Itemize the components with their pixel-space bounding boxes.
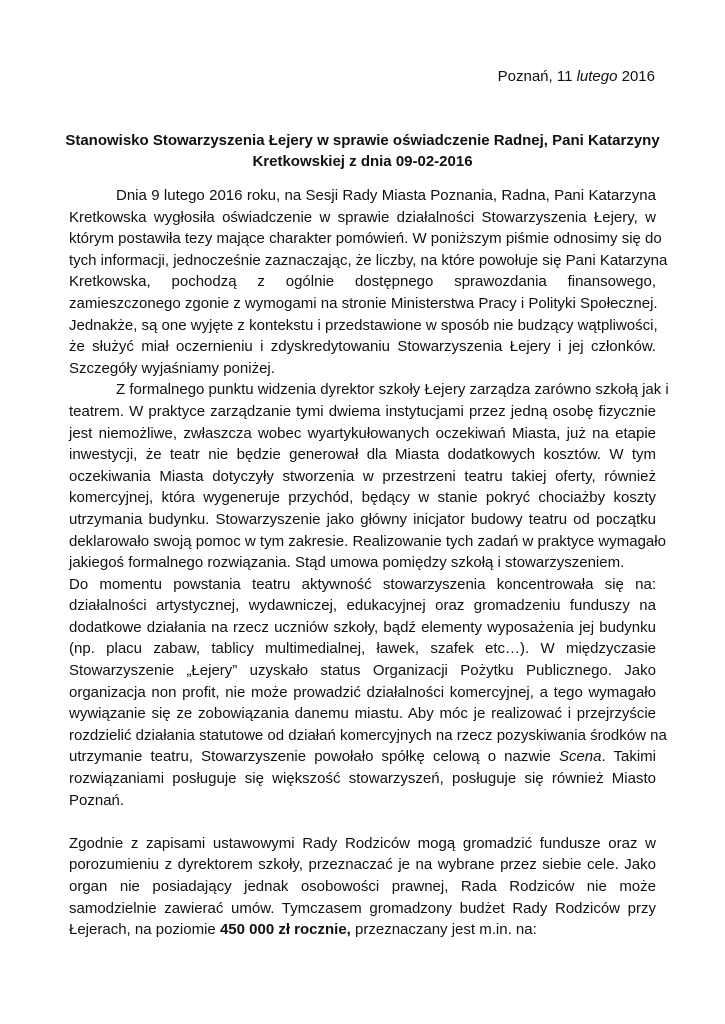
text-line: Z formalnego punktu widzenia dyrektor szkoły Łejery zarządza zarówno szkołą jak i: [116, 381, 669, 399]
text-line: [69, 746, 656, 768]
text-line: działalności artystycznej, wydawniczej, edukacyjnej oraz gromadzeniu funduszy na: [69, 597, 656, 615]
text-line: rozwiązaniami posługuje się większość stowarzyszeń, posługuje się również Miasto: [69, 770, 656, 788]
text-line: deklarowało swoją pomoc w tym zakresie. Realizowanie tych zadań w praktyce wymagało: [69, 532, 666, 550]
text-line: oczekiwania Miasta dotyczyły stworzenia w przestrzeni teatru takiej oferty, również: [69, 467, 656, 485]
text-line: inwestycji, że teatr nie będzie generował dla Miasta dodatkowych kosztów. W tym: [69, 446, 656, 464]
text-line: utrzymania budynku. Stowarzyszenie jako główny inicjator budowy teatru od początku: [69, 510, 656, 528]
text-segment: Łejerach, na poziomie: [69, 921, 220, 939]
text-line: rozdzielić działania statutowe od działań komercyjnych na rzecz pozyskiwania środków na: [69, 726, 667, 744]
date-month: lutego: [576, 68, 618, 85]
text-line: Kretkowska, pochodzą z ogólnie dostępnego sprawozdania finansowego,: [69, 273, 656, 291]
paragraph: [69, 833, 656, 941]
text-line: jest niemożliwe, zwłaszcza wobec wyartykułowanych oczekiwań Miasta, już na etapie: [69, 424, 656, 442]
text-line: zamieszczonego zgonie z wymogami na stronie Ministerstwa Pracy i Polityki Społecznej.: [69, 294, 658, 312]
text-line: Szczegóły wyjaśniamy poniżej.: [69, 359, 275, 377]
paragraph: [69, 185, 668, 379]
text-line: że służyć miał oczernieniu i zdyskredytowaniu Stowarzyszenia Łejery i jej członków.: [69, 338, 656, 356]
text-line: tych informacji, jednocześnie zaznaczając, że liczby, na które powołuje się Pani Katarzyna: [69, 251, 668, 269]
text-line: komercyjnej, która wygeneruje przychód, będący w stanie pokryć chociażby koszty: [69, 489, 656, 507]
text-line: (np. placu zabaw, tablicy multimedialnej, ławek, szafek etc…). W międzyczasie: [69, 640, 656, 658]
text-segment: przeznaczany jest m.in. na:: [350, 921, 537, 939]
text-segment: utrzymanie teatru, Stowarzyszenie powołało spółkę celową o nazwie: [69, 748, 559, 766]
text-line: dodatkowe działania na rzecz uczniów szkoły, bądź elementy wyposażenia jej budynku: [69, 618, 656, 636]
text-line: jakiegoś formalnego rozwiązania. Stąd umowa pomiędzy szkołą i stowarzyszeniem.: [69, 554, 625, 572]
text-line: samodzielnie zawierać umów. Tymczasem gromadzony budżet Rady Rodziców przy: [69, 899, 656, 917]
text-line: Stowarzyszenie „Łejery” uzyskało status Organizacji Pożytku Publicznego. Jako: [69, 662, 656, 680]
text-line: Do momentu powstania teatru aktywność stowarzyszenia koncentrowała się na:: [69, 575, 656, 593]
paragraph-gap: [69, 811, 656, 833]
date-prefix: Poznań, 11: [497, 68, 577, 85]
text-segment: . Takimi: [601, 748, 656, 766]
text-line: Poznań.: [69, 791, 125, 809]
text-line: Zgodnie z zapisami ustawowymi Rady Rodziców mogą gromadzić fundusze oraz w: [69, 834, 656, 852]
paragraph: [69, 379, 669, 573]
title-line-1: Stanowisko Stowarzyszenia Łejery w sprawie oświadczenie Radnej, Pani Katarzyny: [65, 132, 660, 149]
title-line-2: Kretkowskiej z dnia 09-02-2016: [252, 153, 473, 170]
text-line: Dnia 9 lutego 2016 roku, na Sesji Rady Miasta Poznania, Radna, Pani Katarzyna: [116, 187, 656, 204]
paragraph: [69, 574, 667, 812]
letter-date: [498, 68, 655, 85]
text-line: wywiązanie się ze zobowiązania danemu miastu. Aby móc je realizować i przejrzyście: [69, 705, 656, 723]
document-title: [60, 130, 665, 172]
text-line: organ nie posiadający jednak osobowości prawnej, Rada Rodziców nie może: [69, 878, 656, 895]
bold-text: 450 000 zł rocznie,: [219, 921, 351, 939]
text-line: [69, 919, 656, 941]
text-line: Jednakże, są one wyjęte z kontekstu i przedstawione w sposób nie budzący wątpliwości,: [69, 316, 658, 334]
document-body: [69, 185, 669, 941]
text-line: teatrem. W praktyce zarządzanie tymi dwiema instytucjami przez jedną osobę fizycznie: [69, 402, 656, 420]
text-line: organizacja non profit, nie może prowadzić działalności komercyjnej, a tego wymagało: [69, 683, 656, 701]
text-line: którym postawiła tezy mające charakter pomówień. W poniższym piśmie odnosimy się do: [69, 230, 662, 248]
italic-text: Scena: [558, 748, 602, 766]
date-year: 2016: [617, 68, 655, 85]
text-line: porozumieniu z dyrektorem szkoły, przeznaczać je na wybrane przez siebie cele. Jako: [69, 856, 656, 874]
text-line: Kretkowska wygłosiła oświadczenie w sprawie działalności Stowarzyszenia Łejery, w: [69, 208, 656, 226]
